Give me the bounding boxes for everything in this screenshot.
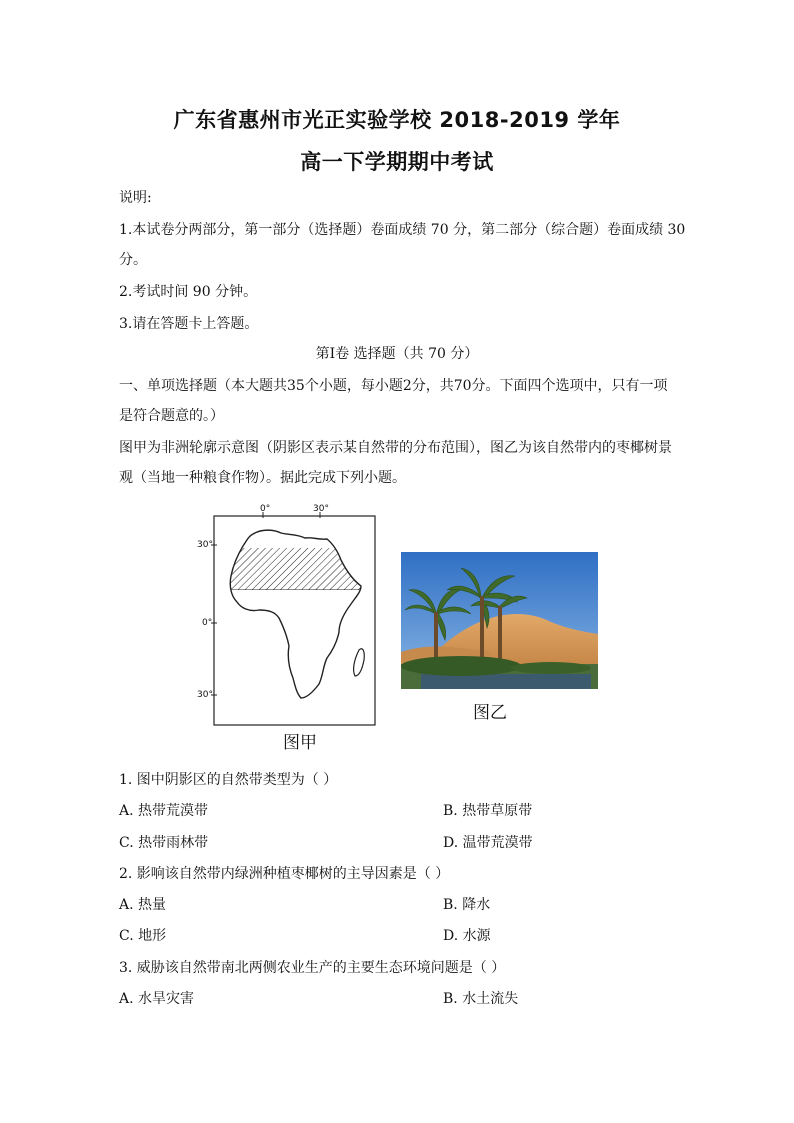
q2-option-b: B. 降水 <box>443 897 491 913</box>
lat-30s-label: 30° <box>197 690 213 700</box>
q1-option-a: A. 热带荒漠带 <box>119 803 209 819</box>
madagascar-outline <box>354 649 365 676</box>
figure-photo <box>401 552 598 723</box>
question-stem-a: 图甲为非洲轮廓示意图（阴影区表示某自然带的分布范围），图乙为该自然带内的枣椰树景 <box>119 440 672 456</box>
q1-option-b: B. 热带草原带 <box>443 803 533 819</box>
lat-30n-label: 30° <box>197 540 213 550</box>
q3-option-b: B. 水土流失 <box>443 991 519 1007</box>
q1-option-d: D. 温带荒漠带 <box>443 835 533 851</box>
title-line-1: 广东省惠州市光正实验学校 2018-2019 学年 <box>173 108 621 132</box>
map-caption: 图甲 <box>283 733 317 753</box>
question-1-stem: 1. 图中阴影区的自然带类型为（ ） <box>119 772 338 788</box>
q3-option-a: A. 水旱灾害 <box>119 991 195 1007</box>
instruction-1b: 分。 <box>119 252 147 268</box>
africa-outline <box>230 530 364 698</box>
q2-option-c: C. 地形 <box>119 928 167 944</box>
lat-0-label: 0° <box>202 618 213 628</box>
instruction-3: 3.请在答题卡上答题。 <box>119 316 259 332</box>
date-palm-photo <box>401 552 598 689</box>
question-stem-b: 观（当地一种粮食作物）。据此完成下列小题。 <box>119 470 406 486</box>
title-line-2: 高一下学期期中考试 <box>300 150 494 174</box>
section-heading: 第Ⅰ卷 选择题（共 70 分） <box>315 346 479 362</box>
instruction-1a: 1.本试卷分两部分，第一部分（选择题）卷面成绩 70 分，第二部分（综合题）卷面成绩 30 <box>119 222 686 238</box>
section-intro-b: 是符合题意的。） <box>119 408 224 424</box>
question-2-stem: 2. 影响该自然带内绿洲种植枣椰树的主导因素是（ ） <box>119 866 450 882</box>
q2-option-d: D. 水源 <box>443 928 491 944</box>
africa-map-svg <box>193 500 383 750</box>
figure-map <box>193 500 383 753</box>
question-3-stem: 3. 威胁该自然带南北两侧农业生产的主要生态环境问题是（ ） <box>119 960 506 976</box>
q2-option-a: A. 热量 <box>119 897 167 913</box>
lon-30-label: 30° <box>313 504 329 514</box>
q1-option-c: C. 热带雨林带 <box>119 835 209 851</box>
lon-0-label: 0° <box>260 504 271 514</box>
photo-caption: 图乙 <box>473 703 507 723</box>
instructions-label: 说明: <box>119 190 152 206</box>
section-intro-a: 一、单项选择题（本大题共35个小题，每小题2分，共70分。下面四个选项中，只有一项 <box>119 378 668 394</box>
instruction-2: 2.考试时间 90 分钟。 <box>119 284 258 300</box>
